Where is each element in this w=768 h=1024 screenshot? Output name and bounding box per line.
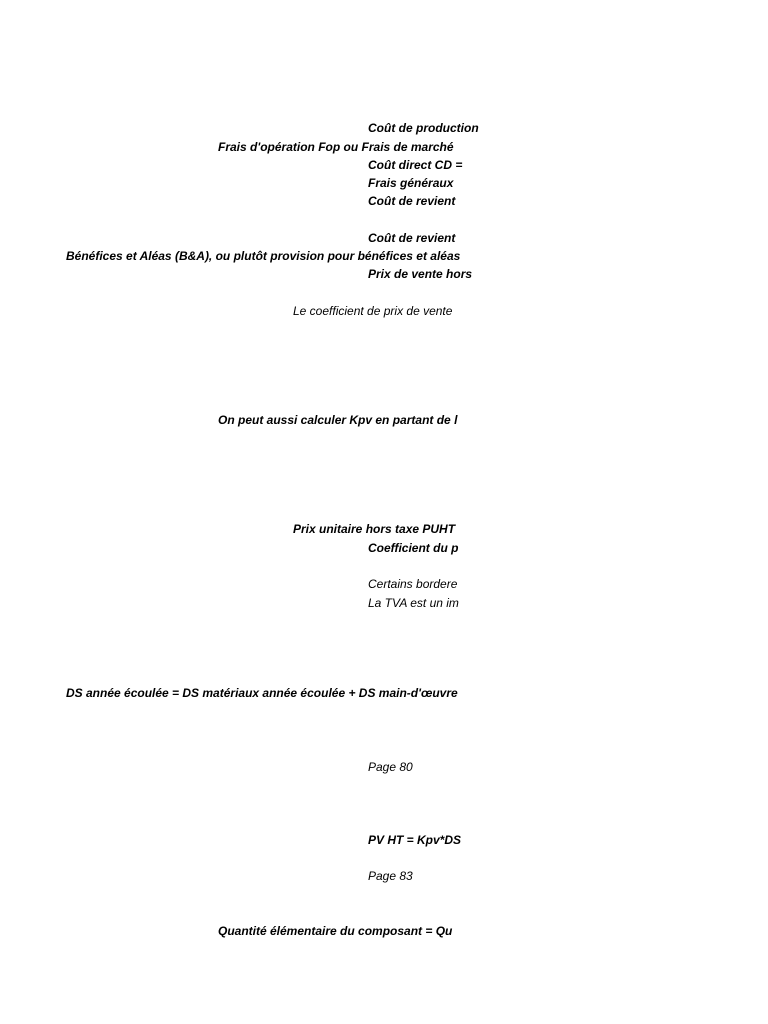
ds-annee-formula: DS année écoulée = DS matériaux année écoulée + DS main-d'œuvre	[66, 686, 458, 700]
cout-direct-label: Coût direct CD =	[368, 158, 463, 172]
cout-revient-label-2: Coût de revient	[368, 231, 456, 245]
bordereaux-note: Certains bordere	[368, 577, 458, 591]
tva-note: La TVA est un im	[368, 596, 459, 610]
coefficient-prix-vente-note: Le coefficient de prix de vente	[293, 304, 453, 318]
page-83-ref: Page 83	[368, 869, 413, 883]
kpv-calcul-label: On peut aussi calculer Kpv en partant de l	[218, 413, 458, 427]
benefices-aleas-label: Bénéfices et Aléas (B&A), ou plutôt provision pour bénéfices et aléas	[66, 249, 461, 263]
frais-operation-label: Frais d'opération Fop ou Frais de marché	[218, 140, 454, 154]
pv-ht-formula: PV HT = Kpv*DS	[368, 833, 462, 847]
puht-label: Prix unitaire hors taxe PUHT	[293, 522, 456, 536]
coefficient-label: Coefficient du p	[368, 541, 459, 555]
frais-generaux-label: Frais généraux	[368, 176, 454, 190]
page-80-ref: Page 80	[368, 760, 413, 774]
cout-production-label: Coût de production	[368, 121, 479, 135]
cout-revient-label: Coût de revient	[368, 194, 456, 208]
quantite-elementaire-formula: Quantité élémentaire du composant = Qu	[218, 924, 453, 938]
prix-vente-label: Prix de vente hors	[368, 267, 473, 281]
